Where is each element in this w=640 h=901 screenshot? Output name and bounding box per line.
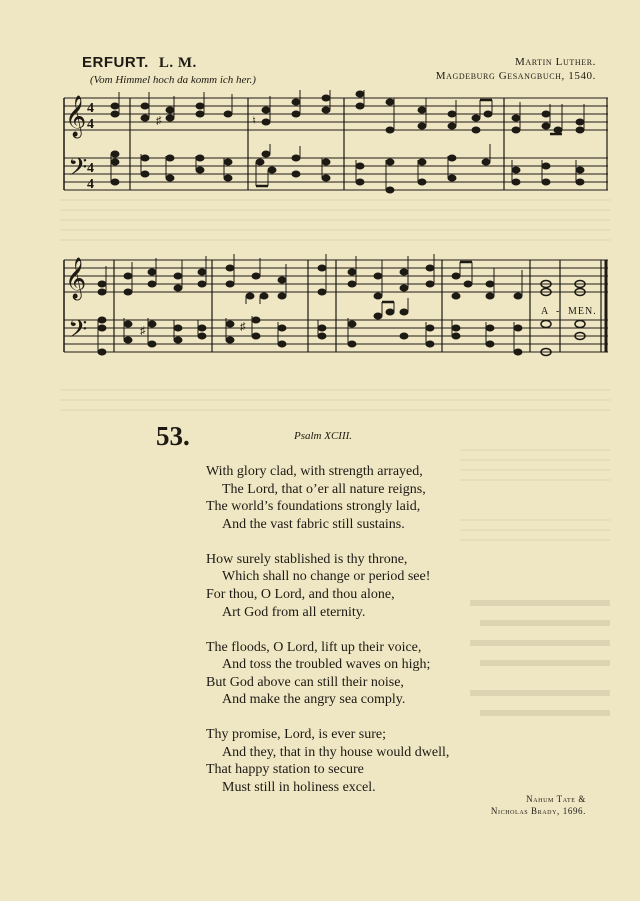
stanza: [206, 726, 449, 796]
system-2: [64, 257, 608, 352]
author-line-2: Nicholas Brady, 1696.: [490, 806, 586, 816]
svg-text:♯: ♯: [156, 115, 162, 127]
svg-text:𝄞: 𝄞: [65, 258, 87, 299]
amen-dash: -: [556, 306, 561, 317]
author-line-1: Nahum Tate &: [526, 794, 586, 804]
bass-notes-2: [98, 298, 585, 356]
time-sig-top-bass: 4: [87, 161, 94, 176]
svg-text:♯: ♯: [240, 321, 246, 333]
composer-credit: [436, 55, 596, 83]
svg-text:𝄢: 𝄢: [68, 153, 88, 188]
text-authors: [491, 793, 586, 817]
system-1-notes: [111, 90, 584, 193]
verse-line: And toss the troubled waves on high;: [222, 657, 431, 673]
amen-a: A: [541, 306, 550, 317]
system-2-notes: [98, 254, 585, 356]
treble-notes-1: [111, 90, 584, 134]
verse-line: And make the angry sea comply.: [222, 692, 406, 708]
time-sig-bottom: 4: [87, 117, 94, 132]
tune-name: ERFURT.: [82, 54, 149, 71]
tune-subtitle: (Vom Himmel hoch da komm ich her.): [90, 74, 256, 86]
verse-line: How surely stablished is thy throne,: [206, 551, 408, 567]
verse-line: With glory clad, with strength arrayed,: [206, 464, 423, 479]
verse-line: The Lord, that o’er all nature reigns,: [222, 481, 426, 497]
verse-line: The world’s foundations strongly laid,: [206, 499, 421, 515]
composer-line-2: Magdeburg Gesangbuch, 1540.: [435, 70, 596, 82]
tune-title: [82, 54, 197, 72]
bass-notes-1: [111, 144, 584, 193]
treble-notes-2: [98, 254, 585, 304]
tune-meter: L. M.: [158, 55, 197, 71]
amen-men: MEN.: [568, 306, 597, 317]
verse-line: Thy promise, Lord, is ever sure;: [206, 727, 387, 743]
stanza: [206, 551, 449, 621]
svg-text:♮: ♮: [252, 115, 256, 127]
verse-line: Art God from all eternity.: [222, 604, 366, 620]
hymn-text: [206, 463, 449, 814]
verse-line: Which shall no change or period see!: [222, 569, 431, 585]
verse-line: For thou, O Lord, and thou alone,: [206, 586, 395, 602]
verse-line: The floods, O Lord, lift up their voice,: [206, 639, 422, 655]
music-score: [60, 90, 620, 380]
verse-line: And they, that in thy house would dwell,: [222, 744, 450, 760]
svg-text:𝄢: 𝄢: [68, 315, 88, 350]
time-sig-top: 4: [87, 101, 94, 116]
svg-text:♯: ♯: [140, 325, 146, 337]
verse-line: That happy station to secure: [206, 762, 364, 778]
verse-line: Must still in holiness excel.: [222, 780, 376, 796]
stanza: [206, 639, 449, 709]
svg-text:𝄞: 𝄞: [65, 96, 87, 137]
verse-line: And the vast fabric still sustains.: [222, 516, 405, 532]
hymn-number: 53.: [156, 421, 190, 451]
verse-line: But God above can still their noise,: [206, 674, 404, 690]
stanza: [206, 463, 449, 533]
amen-lyric: [541, 306, 597, 317]
psalm-reference: Psalm XCIII.: [294, 430, 353, 442]
time-sig-bottom-bass: 4: [87, 177, 94, 192]
system-1-timesig: [87, 101, 94, 192]
composer-line-1: Martin Luther.: [514, 56, 596, 68]
